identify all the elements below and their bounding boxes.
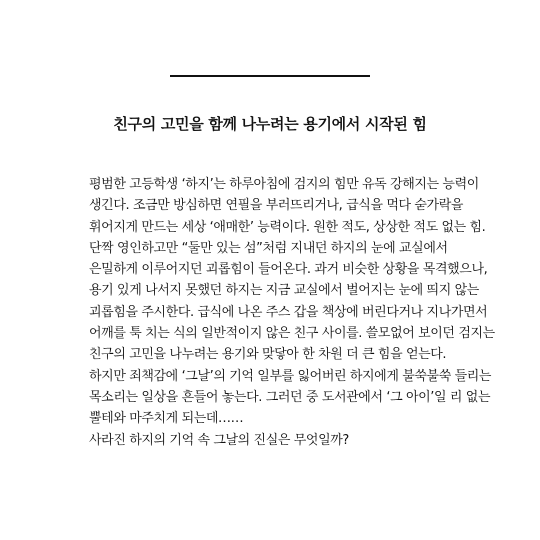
synopsis-line: 휘어지게 만드는 세상 ‘애매한’ 능력이다. 원한 적도, 상상한 적도 없는 힘. — [89, 219, 486, 235]
synopsis-line: 단짝 영인하고만 “둘만 있는 섬”처럼 지내던 하지의 눈에 교실에서 — [89, 240, 448, 256]
synopsis-line: 친구의 고민을 나누려는 용기와 맞닿아 한 차원 더 큰 힘을 얻는다. — [89, 347, 447, 363]
synopsis-line: 평범한 고등학생 ‘하지’는 하루아침에 검지의 힘만 유독 강해지는 능력이 — [89, 177, 479, 192]
section-heading: 친구의 고민을 함께 나누려는 용기에서 시작된 힘 — [113, 115, 427, 133]
synopsis-line: 생긴다. 조금만 방심하면 연필을 부러뜨리거나, 급식을 먹다 숟가락을 — [89, 198, 464, 214]
synopsis-line: 은밀하게 이루어지던 괴롭힘이 들어온다. 과거 비슷한 상황을 목격했으나, — [89, 262, 488, 278]
synopsis-text — [89, 174, 529, 451]
synopsis-line: 용기 있게 나서지 못했던 하지는 지금 교실에서 벌어지는 눈에 띄지 않는 — [89, 283, 479, 299]
synopsis-line: 목소리는 일상을 흔들어 놓는다. 그러던 중 도서관에서 ‘그 아이’일 리 없는 — [89, 389, 491, 405]
synopsis-line: 어깨를 툭 치는 식의 일반적이지 않은 친구 사이를. 쓸모없어 보이던 검지는 — [89, 326, 495, 342]
synopsis-line: 뿔테와 마주치게 되는데…… — [89, 411, 244, 427]
synopsis-line: 하지만 죄책감에 ‘그날’의 기억 일부를 잃어버린 하지에게 불쑥불쑥 들리는 — [89, 368, 492, 384]
divider-rule — [170, 75, 370, 77]
synopsis-line: 괴롭힘을 주시한다. 급식에 나온 주스 갑을 책상에 버린다거나 지나가면서 — [89, 304, 488, 320]
synopsis-line: 사라진 하지의 기억 속 그날의 진실은 무엇일까? — [89, 432, 349, 448]
